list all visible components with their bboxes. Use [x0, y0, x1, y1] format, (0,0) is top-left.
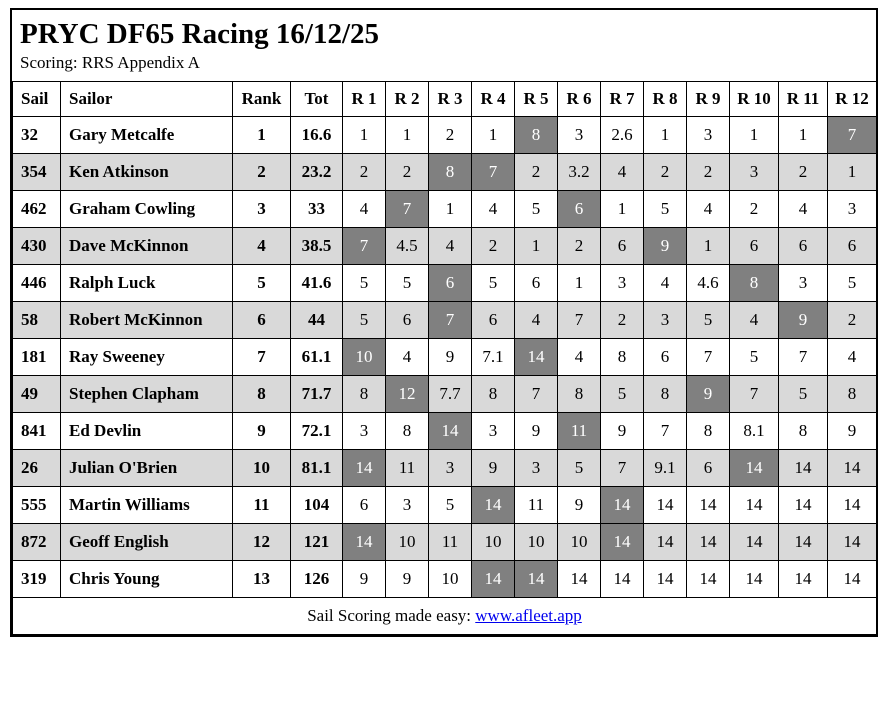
race-cell: 12 — [386, 376, 429, 413]
race-cell: 4 — [429, 228, 472, 265]
race-cell: 11 — [515, 487, 558, 524]
race-cell: 2 — [730, 191, 779, 228]
race-cell: 4 — [472, 191, 515, 228]
race-cell: 5 — [601, 376, 644, 413]
race-cell: 7 — [343, 228, 386, 265]
race-cell: 3 — [343, 413, 386, 450]
race-cell: 7 — [515, 376, 558, 413]
race-cell: 1 — [828, 154, 877, 191]
race-cell: 14 — [429, 413, 472, 450]
race-cell: 1 — [429, 191, 472, 228]
race-cell: 8 — [343, 376, 386, 413]
rank-cell: 11 — [233, 487, 291, 524]
race-cell: 14 — [779, 561, 828, 598]
race-cell: 5 — [558, 450, 601, 487]
race-cell: 1 — [730, 117, 779, 154]
race-cell: 4.5 — [386, 228, 429, 265]
sail-cell: 555 — [13, 487, 61, 524]
race-cell: 10 — [386, 524, 429, 561]
race-cell: 7 — [558, 302, 601, 339]
race-cell: 9 — [779, 302, 828, 339]
sail-cell: 354 — [13, 154, 61, 191]
race-cell: 4 — [515, 302, 558, 339]
race-cell: 5 — [730, 339, 779, 376]
race-cell: 6 — [472, 302, 515, 339]
column-header-r-2: R 2 — [386, 82, 429, 117]
rank-cell: 2 — [233, 154, 291, 191]
race-cell: 5 — [343, 265, 386, 302]
race-cell: 1 — [779, 117, 828, 154]
race-cell: 7 — [779, 339, 828, 376]
race-cell: 14 — [644, 561, 687, 598]
race-cell: 4 — [644, 265, 687, 302]
race-cell: 3 — [601, 265, 644, 302]
total-cell: 41.6 — [291, 265, 343, 302]
table-row — [13, 413, 877, 450]
race-cell: 4 — [601, 154, 644, 191]
race-cell: 4 — [730, 302, 779, 339]
sailor-cell: Julian O'Brien — [61, 450, 233, 487]
total-cell: 121 — [291, 524, 343, 561]
column-header-r-9: R 9 — [687, 82, 730, 117]
race-cell: 14 — [779, 487, 828, 524]
column-header-r-5: R 5 — [515, 82, 558, 117]
race-cell: 4 — [779, 191, 828, 228]
column-header-r-7: R 7 — [601, 82, 644, 117]
race-cell: 6 — [730, 228, 779, 265]
footer-text: Sail Scoring made easy: — [307, 606, 476, 626]
race-cell: 5 — [828, 265, 877, 302]
race-cell: 11 — [386, 450, 429, 487]
sailor-cell: Ray Sweeney — [61, 339, 233, 376]
sail-cell: 462 — [13, 191, 61, 228]
race-cell: 14 — [730, 524, 779, 561]
race-cell: 5 — [472, 265, 515, 302]
total-cell: 71.7 — [291, 376, 343, 413]
race-cell: 14 — [828, 561, 877, 598]
total-cell: 126 — [291, 561, 343, 598]
column-header-r-6: R 6 — [558, 82, 601, 117]
rank-cell: 12 — [233, 524, 291, 561]
race-cell: 6 — [515, 265, 558, 302]
race-cell: 14 — [687, 487, 730, 524]
page-title: PRYC DF65 Racing 16/12/25 — [20, 18, 380, 50]
race-cell: 8 — [779, 413, 828, 450]
race-cell: 14 — [644, 487, 687, 524]
race-cell: 1 — [343, 117, 386, 154]
race-cell: 7 — [730, 376, 779, 413]
race-cell: 14 — [828, 450, 877, 487]
results-table — [12, 81, 877, 635]
sail-cell: 58 — [13, 302, 61, 339]
total-cell: 44 — [291, 302, 343, 339]
race-cell: 7 — [644, 413, 687, 450]
rank-cell: 5 — [233, 265, 291, 302]
race-cell: 9.1 — [644, 450, 687, 487]
total-cell: 61.1 — [291, 339, 343, 376]
race-cell: 6 — [687, 450, 730, 487]
table-row — [13, 265, 877, 302]
race-cell: 9 — [687, 376, 730, 413]
race-cell: 3 — [558, 117, 601, 154]
sailor-cell: Ken Atkinson — [61, 154, 233, 191]
race-cell: 6 — [601, 228, 644, 265]
race-cell: 3 — [730, 154, 779, 191]
sailor-cell: Martin Williams — [61, 487, 233, 524]
race-cell: 8 — [644, 376, 687, 413]
race-cell: 6 — [558, 191, 601, 228]
race-cell: 14 — [828, 487, 877, 524]
table-row — [13, 191, 877, 228]
race-cell: 2 — [828, 302, 877, 339]
race-cell: 7.7 — [429, 376, 472, 413]
race-cell: 14 — [515, 339, 558, 376]
race-cell: 5 — [515, 191, 558, 228]
race-cell: 7 — [828, 117, 877, 154]
sailor-cell: Robert McKinnon — [61, 302, 233, 339]
column-header-tot: Tot — [291, 82, 343, 117]
race-cell: 6 — [644, 339, 687, 376]
race-cell: 9 — [472, 450, 515, 487]
sail-cell: 181 — [13, 339, 61, 376]
race-cell: 3 — [779, 265, 828, 302]
race-cell: 14 — [644, 524, 687, 561]
race-cell: 3 — [687, 117, 730, 154]
race-cell: 7 — [429, 302, 472, 339]
race-cell: 7 — [687, 339, 730, 376]
race-cell: 3 — [515, 450, 558, 487]
sailor-cell: Ed Devlin — [61, 413, 233, 450]
table-header-row — [13, 82, 877, 117]
footer-cell — [13, 598, 877, 635]
race-cell: 6 — [343, 487, 386, 524]
column-header-rank: Rank — [233, 82, 291, 117]
race-cell: 14 — [779, 450, 828, 487]
total-cell: 16.6 — [291, 117, 343, 154]
race-cell: 4 — [386, 339, 429, 376]
race-cell: 7 — [386, 191, 429, 228]
race-cell: 8 — [558, 376, 601, 413]
race-cell: 7 — [472, 154, 515, 191]
column-header-sail: Sail — [13, 82, 61, 117]
race-cell: 10 — [515, 524, 558, 561]
race-cell: 14 — [601, 561, 644, 598]
race-cell: 3 — [472, 413, 515, 450]
race-cell: 11 — [558, 413, 601, 450]
race-cell: 9 — [429, 339, 472, 376]
race-cell: 9 — [828, 413, 877, 450]
race-cell: 14 — [730, 450, 779, 487]
rank-cell: 13 — [233, 561, 291, 598]
total-cell: 33 — [291, 191, 343, 228]
column-header-sailor: Sailor — [61, 82, 233, 117]
race-cell: 14 — [472, 561, 515, 598]
race-cell: 3 — [429, 450, 472, 487]
scoring-subtitle: Scoring: RRS Appendix A — [20, 53, 200, 73]
table-row — [13, 154, 877, 191]
total-cell: 104 — [291, 487, 343, 524]
total-cell: 81.1 — [291, 450, 343, 487]
sail-cell: 26 — [13, 450, 61, 487]
rank-cell: 4 — [233, 228, 291, 265]
race-cell: 9 — [343, 561, 386, 598]
column-header-r-1: R 1 — [343, 82, 386, 117]
table-row — [13, 487, 877, 524]
afleet-link[interactable]: www.afleet.app — [475, 606, 582, 626]
rank-cell: 10 — [233, 450, 291, 487]
race-cell: 5 — [386, 265, 429, 302]
sail-cell: 872 — [13, 524, 61, 561]
race-cell: 8 — [687, 413, 730, 450]
race-cell: 4 — [343, 191, 386, 228]
race-cell: 14 — [472, 487, 515, 524]
race-cell: 2 — [644, 154, 687, 191]
rank-cell: 9 — [233, 413, 291, 450]
sailor-cell: Graham Cowling — [61, 191, 233, 228]
race-cell: 8 — [730, 265, 779, 302]
sail-cell: 430 — [13, 228, 61, 265]
race-cell: 2 — [515, 154, 558, 191]
sailor-cell: Stephen Clapham — [61, 376, 233, 413]
sail-cell: 446 — [13, 265, 61, 302]
race-cell: 4 — [558, 339, 601, 376]
race-cell: 10 — [472, 524, 515, 561]
sail-cell: 49 — [13, 376, 61, 413]
footer-row — [13, 598, 877, 635]
race-cell: 10 — [429, 561, 472, 598]
race-cell: 8 — [515, 117, 558, 154]
race-cell: 9 — [515, 413, 558, 450]
race-cell: 14 — [730, 487, 779, 524]
race-cell: 8 — [429, 154, 472, 191]
race-cell: 5 — [644, 191, 687, 228]
race-cell: 5 — [429, 487, 472, 524]
total-cell: 23.2 — [291, 154, 343, 191]
sail-cell: 32 — [13, 117, 61, 154]
race-cell: 14 — [687, 561, 730, 598]
column-header-r-3: R 3 — [429, 82, 472, 117]
rank-cell: 8 — [233, 376, 291, 413]
race-cell: 8 — [386, 413, 429, 450]
race-cell: 2 — [558, 228, 601, 265]
race-cell: 6 — [779, 228, 828, 265]
race-cell: 3 — [828, 191, 877, 228]
race-cell: 3 — [386, 487, 429, 524]
column-header-r-8: R 8 — [644, 82, 687, 117]
race-cell: 14 — [343, 450, 386, 487]
race-cell: 9 — [644, 228, 687, 265]
race-cell: 7.1 — [472, 339, 515, 376]
race-cell: 11 — [429, 524, 472, 561]
race-cell: 5 — [687, 302, 730, 339]
sailor-cell: Gary Metcalfe — [61, 117, 233, 154]
sailor-cell: Dave McKinnon — [61, 228, 233, 265]
race-cell: 14 — [687, 524, 730, 561]
race-cell: 4.6 — [687, 265, 730, 302]
race-cell: 1 — [472, 117, 515, 154]
race-cell: 5 — [779, 376, 828, 413]
race-cell: 4 — [687, 191, 730, 228]
race-cell: 2 — [601, 302, 644, 339]
sailor-cell: Ralph Luck — [61, 265, 233, 302]
race-cell: 14 — [343, 524, 386, 561]
race-cell: 1 — [558, 265, 601, 302]
race-cell: 2.6 — [601, 117, 644, 154]
sail-cell: 841 — [13, 413, 61, 450]
race-cell: 3.2 — [558, 154, 601, 191]
race-cell: 1 — [515, 228, 558, 265]
table-row — [13, 117, 877, 154]
race-cell: 1 — [644, 117, 687, 154]
total-cell: 38.5 — [291, 228, 343, 265]
race-cell: 5 — [343, 302, 386, 339]
race-cell: 2 — [386, 154, 429, 191]
table-body — [13, 117, 877, 598]
race-cell: 10 — [558, 524, 601, 561]
race-cell: 10 — [343, 339, 386, 376]
results-sheet — [10, 8, 878, 637]
race-cell: 9 — [558, 487, 601, 524]
table-row — [13, 524, 877, 561]
race-cell: 9 — [386, 561, 429, 598]
race-cell: 9 — [601, 413, 644, 450]
race-cell: 14 — [779, 524, 828, 561]
table-row — [13, 339, 877, 376]
race-cell: 1 — [687, 228, 730, 265]
race-cell: 1 — [386, 117, 429, 154]
sail-cell: 319 — [13, 561, 61, 598]
total-cell: 72.1 — [291, 413, 343, 450]
race-cell: 8 — [472, 376, 515, 413]
race-cell: 6 — [386, 302, 429, 339]
sailor-cell: Geoff English — [61, 524, 233, 561]
race-cell: 14 — [601, 487, 644, 524]
race-cell: 7 — [601, 450, 644, 487]
race-cell: 2 — [472, 228, 515, 265]
rank-cell: 1 — [233, 117, 291, 154]
sailor-cell: Chris Young — [61, 561, 233, 598]
race-cell: 8 — [828, 376, 877, 413]
column-header-r-10: R 10 — [730, 82, 779, 117]
race-cell: 8 — [601, 339, 644, 376]
column-header-r-12: R 12 — [828, 82, 877, 117]
race-cell: 14 — [730, 561, 779, 598]
race-cell: 14 — [828, 524, 877, 561]
race-cell: 2 — [687, 154, 730, 191]
table-row — [13, 376, 877, 413]
race-cell: 3 — [644, 302, 687, 339]
table-row — [13, 302, 877, 339]
race-cell: 14 — [601, 524, 644, 561]
race-cell: 6 — [429, 265, 472, 302]
column-header-r-4: R 4 — [472, 82, 515, 117]
race-cell: 14 — [515, 561, 558, 598]
column-header-r-11: R 11 — [779, 82, 828, 117]
race-cell: 2 — [779, 154, 828, 191]
race-cell: 1 — [601, 191, 644, 228]
race-cell: 8.1 — [730, 413, 779, 450]
table-row — [13, 450, 877, 487]
race-cell: 4 — [828, 339, 877, 376]
title-block — [12, 10, 876, 81]
race-cell: 14 — [558, 561, 601, 598]
rank-cell: 7 — [233, 339, 291, 376]
table-row — [13, 561, 877, 598]
race-cell: 2 — [429, 117, 472, 154]
race-cell: 2 — [343, 154, 386, 191]
rank-cell: 3 — [233, 191, 291, 228]
rank-cell: 6 — [233, 302, 291, 339]
table-row — [13, 228, 877, 265]
race-cell: 6 — [828, 228, 877, 265]
